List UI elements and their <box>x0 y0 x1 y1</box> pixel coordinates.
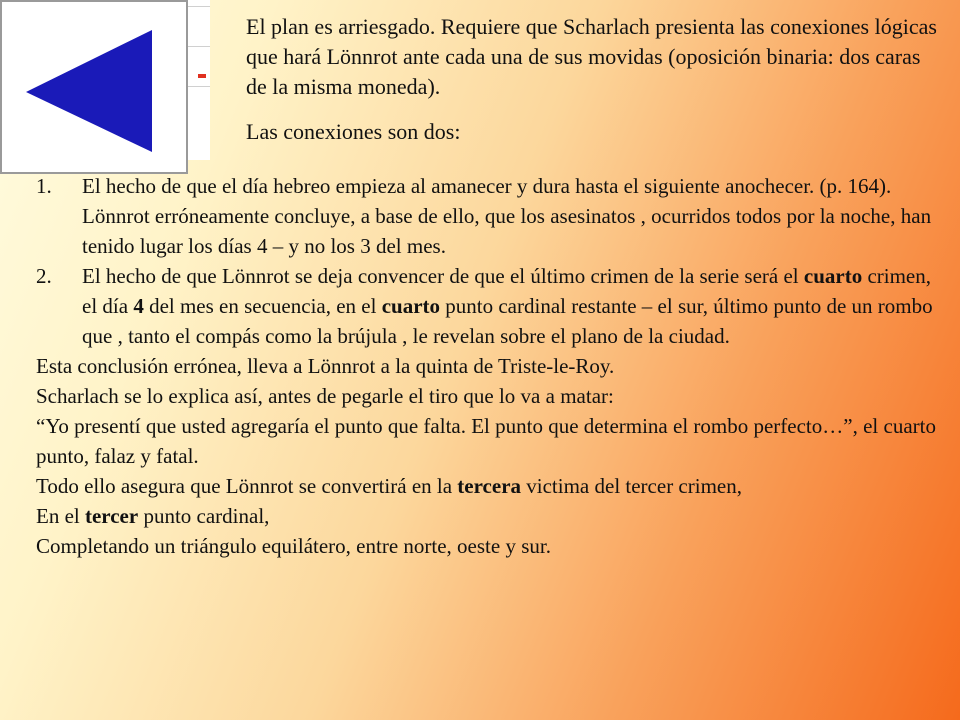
list-item-1 <box>36 171 940 261</box>
text-line-4 <box>36 471 940 501</box>
triangle-thumbnail <box>0 0 188 174</box>
left-triangle-icon <box>2 2 186 172</box>
list-number: 2. <box>36 264 52 288</box>
bold-word: 4 <box>133 294 144 318</box>
text-line-5 <box>36 501 940 531</box>
intro-paragraph: El plan es arriesgado. Requiere que Scharlach presienta las conexiones lógicas que hará Lönnrot ante cada una de sus movidas (oposición binaria: dos caras de la misma moneda). <box>246 14 937 99</box>
list-item-text: El hecho de que el día hebreo empieza al amanecer y dura hasta el siguiente anochecer. (p. 164). Lönnrot erróneamente concluye, a base de ello, que los asesinatos , ocurridos todos por la noche, han tenido lugar los días 4 – y no los 3 del mes. <box>82 174 932 258</box>
connections-heading: Las conexiones son dos: <box>246 119 461 144</box>
partial-graphic-strip <box>188 0 210 160</box>
list-item-2 <box>36 261 940 351</box>
text-line-1: Esta conclusión errónea, lleva a Lönnrot a la quinta de Triste-le-Roy. <box>36 354 615 378</box>
strip-line <box>188 6 210 7</box>
main-text <box>36 171 940 561</box>
bold-word: tercera <box>457 474 522 498</box>
text-run: punto cardinal restante – el sur, último punto de un rombo que , tanto el compás como la brújula , le revelan sobre el plano de la ciudad. <box>82 294 933 348</box>
bold-word: cuarto <box>381 294 441 318</box>
text-run: del mes en secuencia, en el <box>143 294 382 318</box>
list-item-text <box>82 264 933 348</box>
text-run: Todo ello asegura que Lönnrot se convertirá en la <box>36 474 458 498</box>
strip-line <box>188 46 210 47</box>
list-number: 1. <box>36 174 52 198</box>
text-line-6: Completando un triángulo equilátero, entre norte, oeste y sur. <box>36 534 551 558</box>
bold-word: tercer <box>84 504 139 528</box>
triangle-shape <box>26 30 152 152</box>
text-run: victima del tercer crimen, <box>521 474 742 498</box>
strip-line <box>188 86 210 87</box>
quote-line: “Yo presentí que usted agregaría el punto que falta. El punto que determina el rombo perfecto…”, el cuarto punto, falaz y fatal. <box>36 414 936 468</box>
strip-red-mark <box>198 74 206 78</box>
text-run: crimen, el día <box>82 264 932 318</box>
text-run: El hecho de que Lönnrot se deja convencer de que el último crimen de la serie será el <box>82 264 804 288</box>
bold-word: cuarto <box>803 264 863 288</box>
text-run: punto cardinal, <box>138 504 270 528</box>
text-line-2: Scharlach se lo explica así, antes de pegarle el tiro que lo va a matar: <box>36 384 614 408</box>
text-run: En el <box>36 504 85 528</box>
